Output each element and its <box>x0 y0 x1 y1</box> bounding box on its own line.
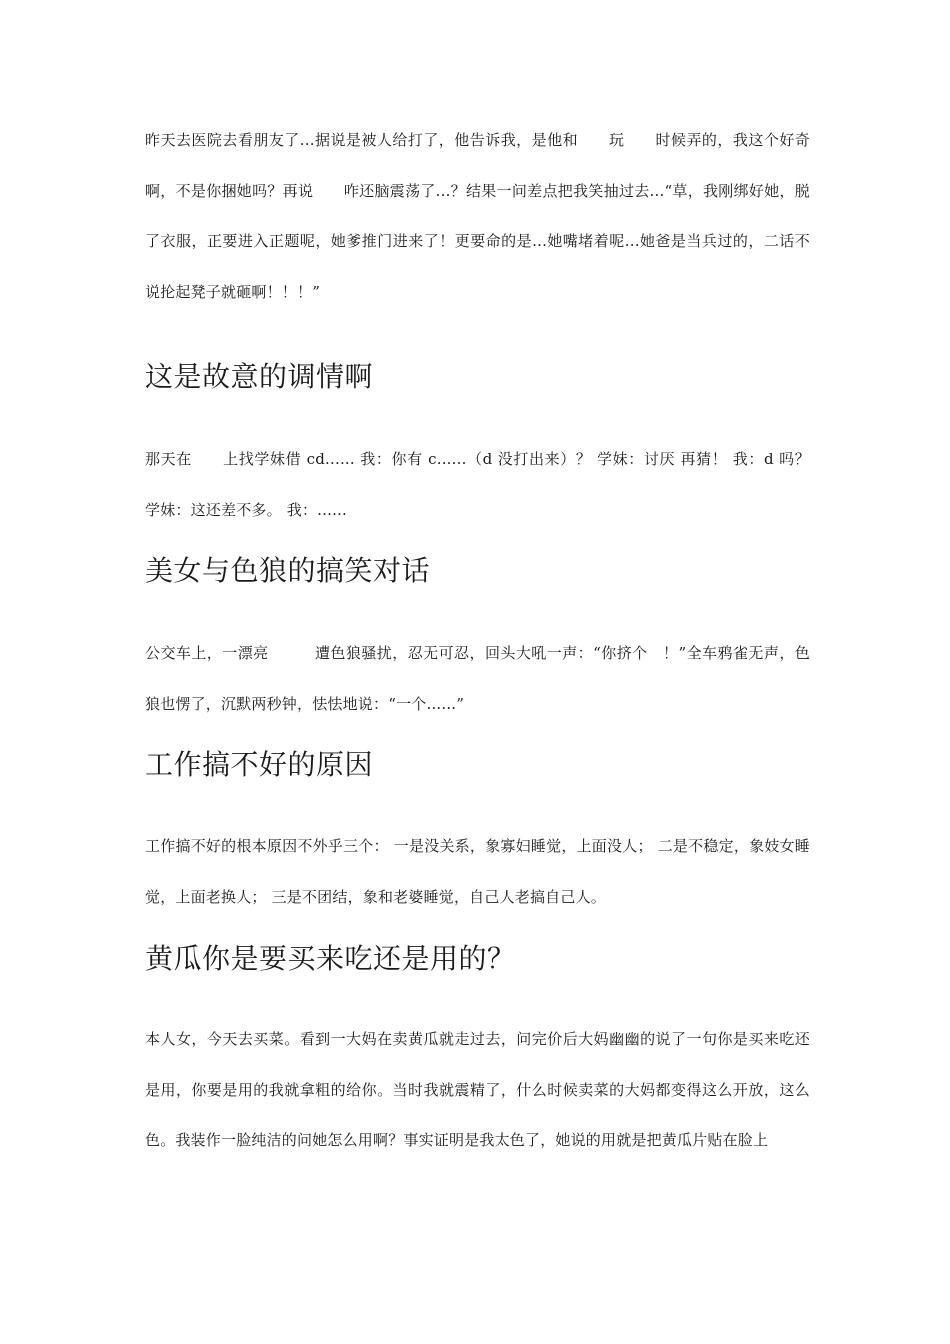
heading-work-reasons: 工作搞不好的原因 <box>145 748 374 781</box>
paragraph-bus-dialogue: 公交车上，一漂亮 遭色狼骚扰，忍无可忍，回头大吼一声：“你挤个 ！”全车鸦雀无声，色狼也愣了，沉默两秒钟，怯怯地说：“一个......” <box>145 644 810 713</box>
heading-cucumber: 黄瓜你是要买来吃还是用的？ <box>145 942 516 975</box>
paragraph-cucumber: 本人女，今天去买菜。看到一大妈在卖黄瓜就走过去，问完价后大妈幽幽的说了一句你是买来吃还是用，你要是用的我就拿粗的给你。当时我就震精了，什么时候卖菜的大妈都变得这么开放，这么色。我装作一脸纯洁的问她怎么用啊？事实证明是我太色了，她说的用就是把黄瓜片贴在脸上 <box>145 1030 810 1149</box>
paragraph-hospital-story: 昨天去医院去看朋友了...据说是被人给打了，他告诉我，是他和 玩 时候弄的，我这个好奇啊，不是你捆她吗？再说 咋还脑震荡了...？结果一问差点把我笑抽过去...“草，我刚绑好她，脱了衣服，正要进入正题呢，她爹推门进来了！更要命的是...她嘴堵着呢...她爸是当兵过的，二话不说抡起凳子就砸啊！！！” <box>145 131 810 301</box>
paragraph-flirting: 那天在 上找学妹借 cd...... 我：你有 c......（d 没打出来）？ 学妹：讨厌 再猜！ 我：d 吗？ 学妹：这还差不多。 我：...... <box>145 450 810 519</box>
heading-bus-dialogue: 美女与色狼的搞笑对话 <box>145 554 431 587</box>
paragraph-work-reasons: 工作搞不好的根本原因不外乎三个： 一是没关系，象寡妇睡觉，上面没人； 二是不稳定，象妓女睡觉，上面老换人； 三是不团结，象和老婆睡觉，自己人老搞自己人。 <box>145 837 810 906</box>
heading-flirting: 这是故意的调情啊 <box>145 360 374 393</box>
